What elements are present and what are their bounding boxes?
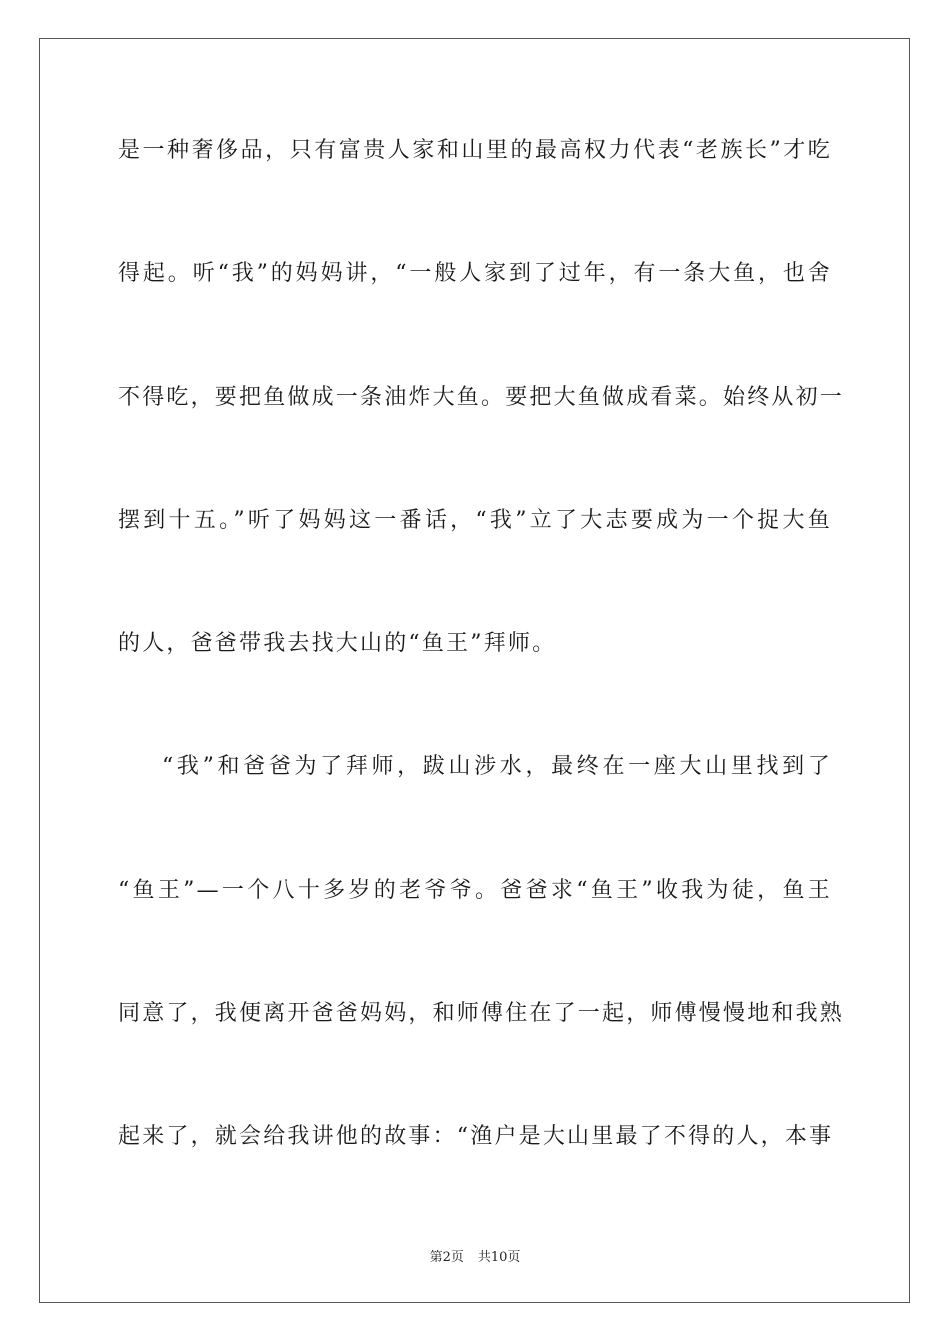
page-number: 第2页 (429, 1250, 464, 1265)
text-line: 不得吃，要把鱼做成一条油炸大鱼。要把大鱼做成看菜。始终从初一 (118, 384, 845, 410)
page-total: 共10页 (477, 1250, 521, 1265)
text-line: 得起。听“我”的妈妈讲，“一般人家到了过年，有一条大鱼，也舍 (118, 261, 832, 287)
text-line: 起来了，就会给我讲他的故事：“渔户是大山里最了不得的人，本事 (118, 1124, 834, 1150)
text-line: “鱼王”—一个八十多岁的老爷爷。爸爸求“鱼王”收我为徒，鱼王 (118, 877, 832, 903)
text-line: 同意了，我便离开爸爸妈妈，和师傅住在了一起，师傅慢慢地和我熟 (118, 1001, 845, 1027)
text-line: 是一种奢侈品，只有富贵人家和山里的最高权力代表“老族长”才吃 (118, 138, 832, 163)
document-body (118, 128, 845, 1238)
text-line: 摆到十五。”听了妈妈这一番话，“我”立了大志要成为一个捉大鱼 (118, 507, 832, 533)
text-line: 的人，爸爸带我去找大山的“鱼王”拜师。 (118, 631, 557, 657)
paragraph-first-line: “我”和爸爸为了拜师，跋山涉水，最终在一座大山里找到了 (162, 754, 832, 780)
page-footer (0, 1246, 950, 1265)
